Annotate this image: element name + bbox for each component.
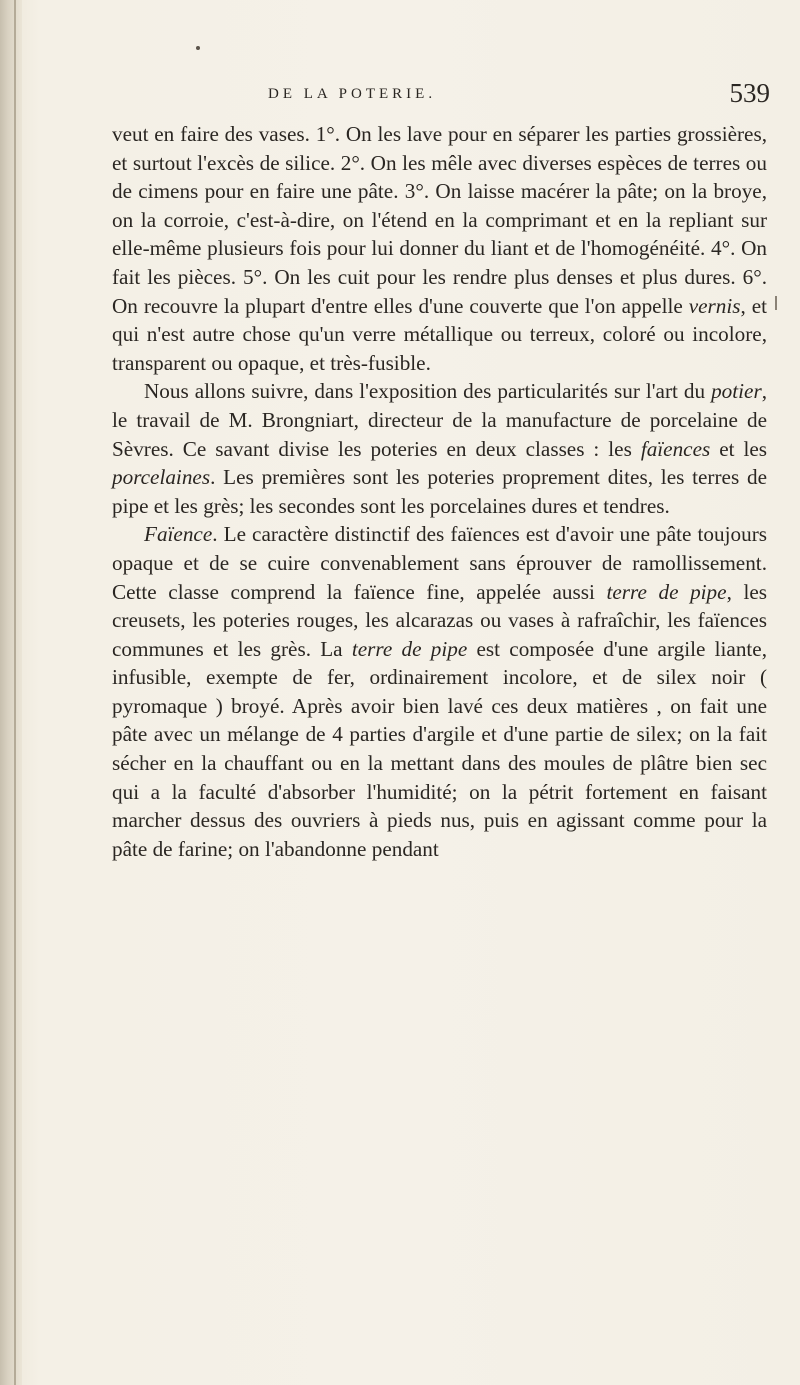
italic-term: potier <box>711 379 762 404</box>
paragraph <box>112 520 767 863</box>
paragraph <box>112 377 767 520</box>
page-number: 539 <box>729 78 770 108</box>
text-segment: est composée d'une argile liante, infusible, exempte de fer, ordinairement incolore, et de silex noir ( pyromaque ) broyé. Après avoir bien lavé ces deux matières , on fait une pâte avec un mélange de 4 parties d'argile et d'une partie de silex; on la fait sécher en la chauffant ou en la mettant dans des moules de plâtre bien sec qui a la faculté d'absorber l'humidité; on la pétrit fortement en faisant marcher dessus des ouvriers à pieds nus, puis en agissant comme pour la pâte de farine; on l'abandonne pendant <box>112 636 767 861</box>
italic-term: porcelaines <box>112 465 211 490</box>
page-header <box>100 78 770 118</box>
italic-term: vernis <box>688 293 741 318</box>
text-segment: et les <box>710 436 768 461</box>
body-text <box>112 120 767 863</box>
text-segment: veut en faire des vases. 1°. On les lave pour en séparer les parties grossières, et surtout l'excès de silice. 2°. On les mêle avec diverses espèces de terres ou de cimens pour en faire une pâte. 3°. On laisse macérer la pâte; on la broye, on la corroie, c'est-à-dire, on l'étend en la comprimant et en la repliant sur elle-même plusieurs fois pour lui donner du liant et de l'homogénéité. 4°. On fait les pièces. 5°. On les cuit pour les rendre plus denses et plus dures. 6°. On recouvre la plupart d'entre elles d'une couverte que l'on appelle <box>112 122 767 318</box>
text-segment: . Le caractère distinctif des faïences est d'avoir une pâte toujours opaque et de se cuire convenablement sans éprouver de ramollissement. Cette classe comprend la faïence fine, appelée aussi <box>112 522 767 604</box>
text-segment: . Les premières sont les poteries proprement dites, les terres de pipe et les grès; les secondes sont les porcelaines dures et tendres. <box>112 465 767 518</box>
text-segment: , et qui n'est autre chose qu'un verre métallique ou terreux, coloré ou incolore, transparent ou opaque, et très-fusible. <box>112 293 768 375</box>
binding-line <box>14 0 16 1385</box>
text-segment: , les creusets, les poteries rouges, les alcarazas ou vases à rafraîchir, les faïences communes et les grès. La <box>112 579 767 661</box>
running-head: DE LA POTERIE. <box>268 86 437 102</box>
text-segment: , le travail de M. Brongniart, directeur de la manufacture de porcelaine de Sèvres. Ce savant divise les poteries en deux classes : les <box>112 379 767 461</box>
italic-term: terre de pipe <box>606 579 727 604</box>
text-segment: Nous allons suivre, dans l'exposition des particularités sur l'art du <box>144 379 712 404</box>
page-binding-edge <box>0 0 22 1385</box>
paragraph <box>112 120 767 377</box>
margin-mark <box>775 296 777 310</box>
section-heading: Faïence <box>144 522 213 547</box>
italic-term: terre de pipe <box>351 636 468 661</box>
ink-speck <box>196 46 200 50</box>
italic-term: faïences <box>640 436 711 461</box>
